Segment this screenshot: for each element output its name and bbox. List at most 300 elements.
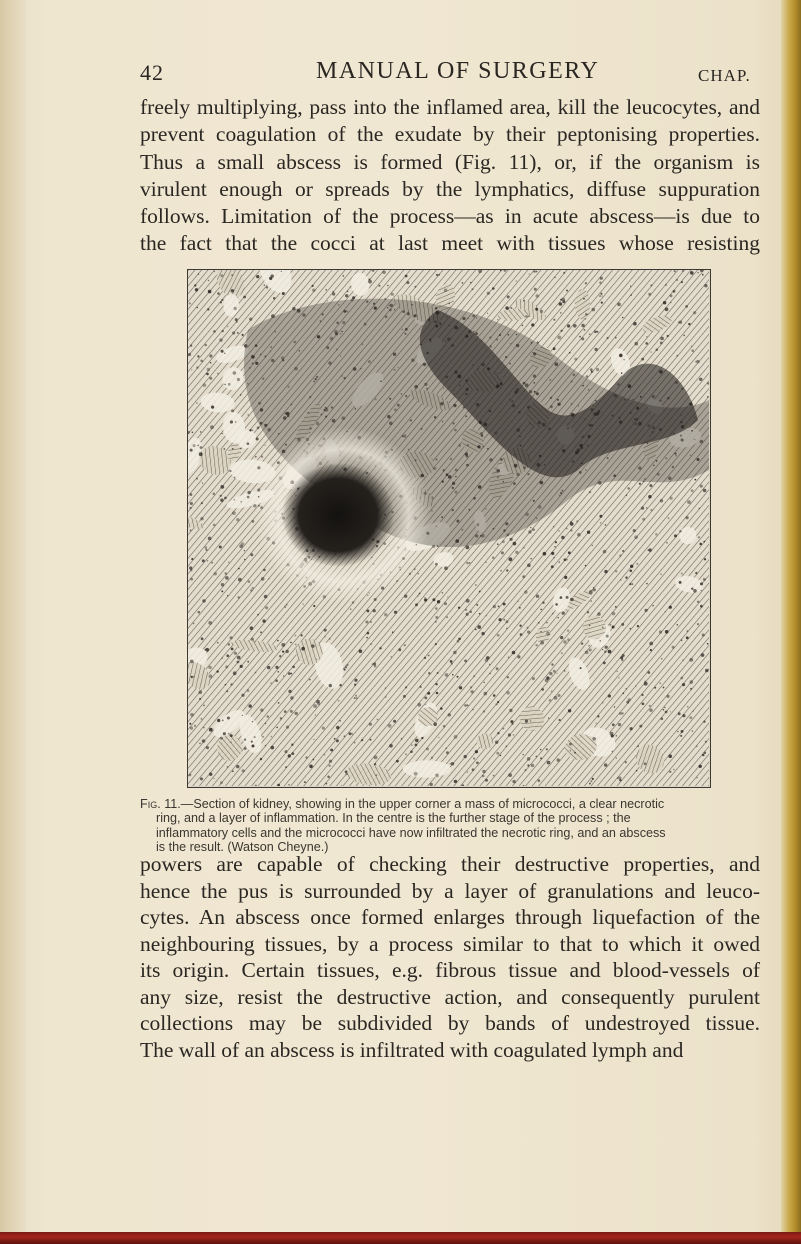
- cell-dot: [696, 777, 698, 779]
- cell-dot: [203, 383, 207, 387]
- cell-dot: [589, 625, 590, 626]
- cell-dot: [661, 717, 664, 720]
- cell-dot: [465, 609, 467, 611]
- cell-dot: [690, 271, 694, 275]
- cell-dot: [449, 303, 451, 305]
- cell-dot: [525, 315, 527, 317]
- cell-dot: [554, 696, 558, 700]
- cell-dot: [594, 348, 597, 351]
- cell-dot: [533, 270, 535, 272]
- cell-dot: [707, 643, 709, 645]
- cell-dot: [596, 368, 599, 371]
- cell-dot: [374, 756, 378, 760]
- cell-dot: [577, 533, 581, 537]
- cell-dot: [213, 330, 216, 333]
- cell-dot: [641, 358, 644, 361]
- cell-dot: [267, 666, 270, 669]
- cell-dot: [226, 690, 228, 692]
- cell-dot: [649, 705, 651, 707]
- cell-dot: [198, 274, 199, 275]
- cell-dot: [637, 625, 639, 627]
- cell-dot: [453, 651, 457, 655]
- cell-dot: [673, 290, 676, 293]
- cell-dot: [485, 658, 489, 662]
- cell-dot: [682, 660, 683, 661]
- cell-dot: [625, 688, 627, 690]
- cell-dot: [546, 632, 550, 636]
- cell-dot: [621, 372, 623, 374]
- cell-dot: [691, 346, 693, 348]
- cell-dot: [291, 752, 294, 755]
- cell-dot: [634, 535, 638, 539]
- cell-dot: [304, 781, 306, 783]
- cell-dot: [650, 649, 652, 651]
- cell-dot: [589, 783, 591, 785]
- cell-dot: [472, 768, 475, 771]
- cell-dot: [222, 433, 223, 434]
- cell-dot: [693, 710, 694, 711]
- cell-dot: [633, 322, 637, 326]
- cell-dot: [330, 749, 333, 752]
- paragraph-bottom: [140, 851, 760, 1063]
- cell-dot: [487, 292, 490, 295]
- cell-dot: [214, 271, 216, 273]
- cell-dot: [205, 344, 207, 346]
- cell-dot: [513, 542, 517, 546]
- cell-dot: [661, 658, 663, 660]
- cell-dot: [663, 687, 665, 689]
- cell-dot: [600, 522, 601, 523]
- cell-dot: [553, 347, 556, 350]
- cell-dot: [237, 378, 240, 381]
- cell-dot: [557, 336, 561, 340]
- cell-dot: [225, 665, 228, 668]
- cell-dot: [548, 718, 549, 719]
- cell-dot: [284, 606, 286, 608]
- cell-dot: [538, 622, 540, 624]
- cell-dot: [208, 290, 212, 294]
- cell-dot: [238, 578, 242, 582]
- cell-dot: [562, 300, 565, 303]
- cell-dot: [251, 638, 254, 641]
- caption-line: —Section of kidney, showing in the upper corner a mass of micrococci, a clear necrotic: [180, 797, 665, 811]
- cell-dot: [540, 757, 542, 759]
- cell-dot: [531, 764, 534, 767]
- page-header: [140, 58, 760, 88]
- cell-dot: [610, 732, 614, 736]
- cell-dot: [438, 737, 440, 739]
- cell-dot: [202, 599, 205, 602]
- cell-dot: [301, 634, 303, 636]
- cell-dot: [532, 528, 535, 531]
- cell-dot: [593, 587, 594, 588]
- cell-dot: [509, 557, 513, 561]
- cell-dot: [247, 491, 250, 494]
- cell-dot: [209, 773, 212, 776]
- cell-dot: [685, 305, 688, 308]
- cell-dot: [288, 754, 291, 757]
- cell-dot: [525, 769, 527, 771]
- cell-dot: [403, 695, 406, 698]
- cell-dot: [216, 670, 218, 672]
- cell-dot: [244, 550, 245, 551]
- cell-dot: [635, 686, 636, 687]
- cell-dot: [347, 291, 349, 293]
- cell-dot: [190, 713, 194, 717]
- cell-dot: [352, 296, 355, 299]
- cell-dot: [392, 631, 394, 633]
- cell-dot: [527, 764, 529, 766]
- cell-dot: [687, 706, 689, 708]
- cell-dot: [379, 647, 381, 649]
- cell-dot: [370, 621, 372, 623]
- cell-dot: [616, 757, 617, 758]
- cell-dot: [354, 697, 356, 699]
- tubule-section: [403, 760, 451, 777]
- cell-dot: [570, 521, 572, 523]
- cell-dot: [230, 734, 233, 737]
- cell-dot: [595, 723, 596, 724]
- cell-dot: [704, 558, 706, 560]
- cell-dot: [604, 763, 607, 766]
- cell-dot: [670, 294, 673, 297]
- cell-dot: [446, 751, 449, 754]
- cell-dot: [271, 736, 272, 737]
- cell-dot: [589, 333, 591, 335]
- cell-dot: [201, 718, 203, 720]
- cell-dot: [574, 358, 577, 361]
- cell-dot: [495, 741, 498, 744]
- cell-dot: [394, 611, 397, 614]
- cell-dot: [266, 286, 268, 288]
- cell-dot: [207, 308, 209, 310]
- text-line: the fact that the cocci at last meet with tissues whose resisting: [140, 231, 760, 256]
- cell-dot: [590, 780, 592, 782]
- text-line: cytes. An abscess once formed enlarges through liquefaction of the: [140, 905, 760, 929]
- cell-dot: [508, 773, 512, 777]
- cell-dot: [531, 323, 534, 326]
- cell-dot: [415, 744, 418, 747]
- cell-dot: [339, 720, 341, 722]
- cell-dot: [597, 715, 599, 717]
- cell-dot: [240, 448, 241, 449]
- cell-dot: [540, 609, 542, 611]
- cell-dot: [630, 565, 633, 568]
- text-line: Thus a small abscess is formed (Fig. 11), or, if the organism is: [140, 149, 760, 174]
- cell-dot: [466, 562, 469, 565]
- text-line: powers are capable of checking their destructive properties, and: [140, 852, 760, 876]
- cell-dot: [365, 621, 368, 624]
- cell-dot: [574, 752, 576, 754]
- cell-dot: [332, 292, 335, 295]
- cell-dot: [630, 294, 632, 296]
- cell-dot: [223, 732, 226, 735]
- cell-dot: [515, 551, 518, 554]
- cell-dot: [513, 734, 515, 736]
- cell-dot: [615, 570, 617, 572]
- cell-dot: [368, 280, 372, 284]
- cell-dot: [208, 621, 212, 625]
- cell-dot: [641, 694, 643, 696]
- cell-dot: [406, 281, 409, 284]
- cell-dot: [663, 709, 665, 711]
- cell-dot: [509, 709, 512, 712]
- cell-dot: [540, 310, 543, 313]
- cell-dot: [225, 576, 229, 580]
- cell-dot: [241, 694, 244, 697]
- cell-dot: [476, 604, 478, 606]
- cell-dot: [593, 588, 596, 591]
- cell-dot: [628, 487, 630, 489]
- cell-dot: [470, 282, 472, 284]
- cell-dot: [233, 371, 237, 375]
- cell-dot: [644, 682, 648, 686]
- cell-dot: [219, 338, 222, 341]
- cell-dot: [231, 274, 233, 276]
- cell-dot: [249, 429, 251, 431]
- cell-dot: [546, 676, 549, 679]
- cell-dot: [349, 732, 352, 735]
- cell-dot: [622, 550, 624, 552]
- cell-dot: [196, 402, 198, 404]
- cell-dot: [566, 559, 568, 561]
- caption-line: inflammatory cells and the micrococci have now infiltrated the necrotic ring, and an abscess: [156, 825, 666, 840]
- cell-dot: [418, 703, 422, 707]
- cell-dot: [519, 625, 521, 627]
- cell-dot: [250, 626, 254, 630]
- cell-dot: [236, 518, 239, 521]
- cell-dot: [522, 575, 525, 578]
- cell-dot: [338, 700, 340, 702]
- cell-dot: [523, 300, 525, 302]
- cell-dot: [385, 687, 386, 688]
- cell-dot: [249, 318, 252, 321]
- cell-dot: [472, 709, 474, 711]
- cell-dot: [466, 613, 469, 616]
- cell-dot: [313, 605, 315, 607]
- cell-dot: [276, 727, 278, 729]
- cell-dot: [236, 765, 239, 768]
- cell-dot: [369, 723, 372, 726]
- cell-dot: [190, 502, 193, 505]
- cell-dot: [193, 676, 195, 678]
- cell-dot: [700, 582, 703, 585]
- cell-dot: [703, 489, 707, 493]
- cell-dot: [231, 289, 234, 292]
- cell-dot: [199, 690, 203, 694]
- cell-dot: [237, 656, 241, 660]
- cell-dot: [585, 318, 587, 320]
- cell-dot: [608, 694, 611, 697]
- cell-dot: [705, 669, 709, 673]
- cell-dot: [560, 596, 563, 599]
- cell-dot: [227, 717, 230, 720]
- cell-dot: [630, 570, 633, 573]
- cell-dot: [355, 695, 357, 697]
- cell-dot: [508, 656, 510, 658]
- cell-dot: [703, 541, 705, 543]
- cell-dot: [239, 545, 243, 549]
- cell-dot: [250, 589, 252, 591]
- cell-dot: [512, 651, 516, 655]
- cell-dot: [224, 384, 226, 386]
- cell-dot: [435, 563, 438, 566]
- cell-dot: [655, 533, 657, 535]
- cell-dot: [240, 665, 243, 668]
- cell-dot: [452, 674, 454, 676]
- cell-dot: [288, 690, 291, 693]
- cell-dot: [566, 596, 569, 599]
- cell-dot: [551, 663, 553, 665]
- cell-dot: [477, 625, 481, 629]
- cell-dot: [691, 588, 693, 590]
- cell-dot: [646, 507, 648, 509]
- cell-dot: [345, 666, 347, 668]
- cell-dot: [581, 643, 583, 645]
- cell-dot: [230, 742, 231, 743]
- cell-dot: [444, 566, 448, 570]
- cell-dot: [497, 701, 499, 703]
- cell-dot: [650, 509, 652, 511]
- cell-dot: [555, 603, 558, 606]
- cell-dot: [247, 689, 250, 692]
- cell-dot: [668, 517, 670, 519]
- cell-dot: [261, 456, 263, 458]
- cell-dot: [464, 704, 467, 707]
- cell-dot: [678, 322, 680, 324]
- cell-dot: [535, 308, 538, 311]
- cell-dot: [370, 739, 372, 741]
- cell-dot: [568, 551, 571, 554]
- cell-dot: [222, 720, 224, 722]
- cell-dot: [570, 529, 572, 531]
- cell-dot: [280, 717, 282, 719]
- cell-dot: [223, 448, 225, 450]
- cell-dot: [696, 746, 698, 748]
- cell-dot: [664, 707, 666, 709]
- cell-dot: [605, 524, 607, 526]
- cell-dot: [202, 559, 205, 562]
- cell-dot: [553, 319, 555, 321]
- cell-dot: [603, 550, 607, 554]
- cell-dot: [604, 570, 607, 573]
- text-line: prevent coagulation of the exudate by their peptonising properties.: [140, 122, 760, 147]
- cell-dot: [623, 359, 624, 360]
- cell-dot: [447, 596, 448, 597]
- cell-dot: [220, 274, 223, 277]
- cell-dot: [236, 321, 238, 323]
- cell-dot: [324, 629, 327, 632]
- cell-dot: [200, 360, 203, 363]
- cell-dot: [344, 735, 346, 737]
- cell-dot: [193, 623, 195, 625]
- cell-dot: [523, 547, 525, 549]
- cell-dot: [625, 576, 627, 578]
- cell-dot: [592, 308, 596, 312]
- cell-dot: [359, 649, 363, 653]
- cell-dot: [629, 628, 631, 630]
- cell-dot: [674, 270, 676, 272]
- cell-dot: [573, 324, 577, 328]
- cell-dot: [676, 355, 678, 357]
- cell-dot: [702, 634, 705, 637]
- cell-dot: [410, 750, 413, 753]
- cell-dot: [626, 495, 628, 497]
- paragraph-top: [140, 94, 760, 258]
- cell-dot: [498, 606, 500, 608]
- cell-dot: [232, 331, 235, 334]
- cell-dot: [694, 479, 696, 481]
- cell-dot: [700, 485, 703, 488]
- cell-dot: [263, 569, 266, 572]
- cell-dot: [345, 770, 348, 773]
- cell-dot: [600, 277, 603, 280]
- cell-dot: [295, 712, 298, 715]
- cell-dot: [482, 770, 485, 773]
- cell-dot: [325, 783, 327, 785]
- cell-dot: [437, 672, 439, 674]
- cell-dot: [286, 650, 289, 653]
- cell-dot: [551, 691, 552, 692]
- cell-dot: [202, 739, 206, 743]
- cell-dot: [493, 775, 495, 777]
- cell-dot: [569, 352, 571, 354]
- cell-dot: [213, 778, 214, 779]
- cell-dot: [271, 746, 275, 750]
- cell-dot: [551, 565, 554, 568]
- cell-dot: [405, 686, 407, 688]
- cell-dot: [665, 711, 668, 714]
- cell-dot: [505, 306, 508, 309]
- cell-dot: [389, 744, 393, 748]
- cell-dot: [680, 735, 682, 737]
- cell-dot: [367, 610, 370, 613]
- cell-dot: [200, 446, 203, 449]
- cell-dot: [278, 671, 280, 673]
- cell-dot: [252, 520, 255, 523]
- cell-dot: [707, 396, 709, 398]
- cell-dot: [524, 590, 527, 593]
- cell-dot: [570, 750, 571, 751]
- cell-dot: [285, 750, 288, 753]
- cell-dot: [329, 684, 332, 687]
- cell-dot: [666, 695, 669, 698]
- cell-dot: [268, 578, 269, 579]
- text-line: collections may be subdivided by bands of undestroyed tissue.: [140, 1011, 760, 1035]
- cell-dot: [645, 609, 648, 612]
- cell-dot: [549, 672, 552, 675]
- cell-dot: [414, 286, 416, 288]
- cell-dot: [344, 668, 346, 670]
- cell-dot: [540, 641, 544, 645]
- cell-dot: [227, 595, 229, 597]
- cell-dot: [546, 748, 548, 750]
- cell-dot: [286, 726, 289, 729]
- cell-dot: [561, 536, 564, 539]
- cell-dot: [589, 491, 591, 493]
- cell-dot: [457, 676, 459, 678]
- cell-dot: [500, 570, 502, 572]
- cell-dot: [669, 606, 672, 609]
- cell-dot: [475, 584, 477, 586]
- cell-dot: [350, 608, 352, 610]
- cell-dot: [234, 307, 237, 310]
- cell-dot: [469, 611, 472, 614]
- cell-dot: [244, 739, 246, 741]
- cell-dot: [604, 651, 606, 653]
- cell-dot: [683, 335, 685, 337]
- cell-dot: [681, 639, 683, 641]
